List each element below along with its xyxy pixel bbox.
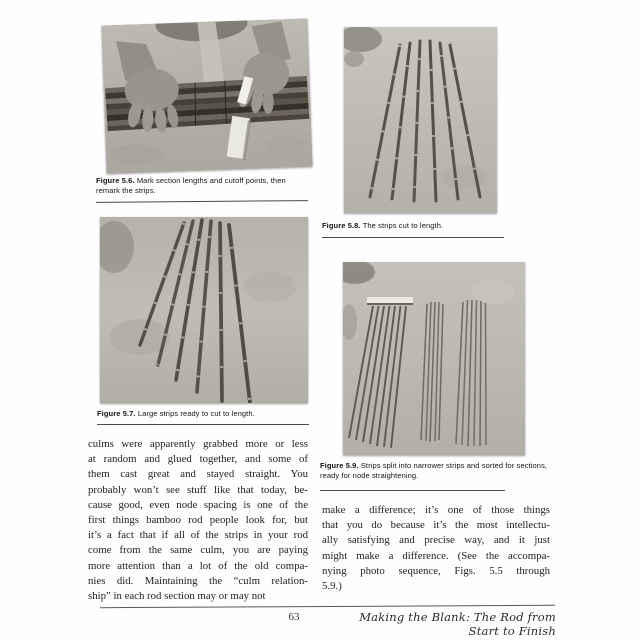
text-line: cause good, even node spacing is one of the: [88, 498, 308, 511]
text-line: probably won’t see stuff like that today, be-: [88, 483, 308, 496]
figure-5-8-label: Figure 5.8.: [322, 221, 361, 230]
figure-5-7-label: Figure 5.7.: [97, 409, 136, 418]
figure-5-8-caption: [322, 221, 538, 231]
cut-strips-photo-illustration: [344, 27, 497, 213]
text-line: come from the same culm, you are paying: [88, 544, 308, 557]
figure-5-9-photo: [343, 262, 525, 455]
text-line: nies did. Maintaining the “culm relation-: [88, 574, 308, 587]
footer-running-title: Making the Blank: The Rod from Start to Finish: [359, 610, 556, 638]
figure-5-8-photo: [344, 27, 497, 213]
figure-5-6-label: Figure 5.6.: [96, 176, 135, 185]
caption-rule-5-6: [96, 200, 308, 203]
text-line: culms were apparently grabbed more or less: [88, 438, 308, 450]
text-line: it’s a fact that if all of the strips in your rod: [88, 529, 308, 542]
figure-5-8-caption-text: The strips cut to length.: [362, 221, 444, 230]
text-line: make a difference; it’s one of those things: [322, 504, 550, 516]
footer-rule: [100, 605, 555, 608]
figure-5-6-caption-text: Mark section lengths and cutoff points, then remark the strips.: [96, 176, 286, 195]
caption-rule-5-7: [97, 424, 309, 425]
figure-5-6-caption: [96, 176, 310, 195]
figure-5-9-label: Figure 5.9.: [320, 461, 359, 470]
caption-rule-5-8: [322, 237, 504, 238]
text-line: ally satisfying and precise way, and it just: [322, 534, 550, 547]
figure-5-6-photo: [101, 18, 312, 173]
figure-5-9-caption-text: Strips split into narrower strips and sorted for sections, ready for node straightening.: [320, 461, 548, 480]
text-line: at random and glued together, and some of: [88, 453, 308, 466]
page-number: 63: [288, 611, 300, 623]
marking-strips-photo-illustration: [101, 18, 312, 173]
sorted-strips-photo-illustration: [343, 262, 525, 455]
text-line: ship” in each rod section may or may not: [88, 590, 266, 603]
body-left-column: [88, 437, 308, 604]
figure-5-7-caption-text: Large strips ready to cut to length.: [137, 409, 255, 418]
text-line: nying photo sequence, Figs. 5.5 through: [322, 564, 550, 577]
body-right-column: [322, 503, 550, 594]
text-line: first things bamboo rod people look for, but: [88, 514, 308, 527]
large-strips-photo-illustration: [100, 217, 308, 403]
caption-rule-5-9: [320, 490, 505, 491]
text-line: that you do because it’s the most intellectu-: [322, 519, 550, 532]
figure-5-7-caption: [97, 409, 311, 419]
text-line: them cast great and stayed straight. You: [88, 468, 308, 481]
text-line: 5.9.): [322, 580, 342, 593]
figure-5-9-caption: [320, 461, 553, 480]
figure-5-7-photo: [100, 217, 308, 403]
white-stick: [367, 297, 413, 303]
text-line: more attention than a lot of the old compa-: [88, 559, 308, 572]
text-line: might make a difference. (See the accompa-: [322, 549, 550, 562]
